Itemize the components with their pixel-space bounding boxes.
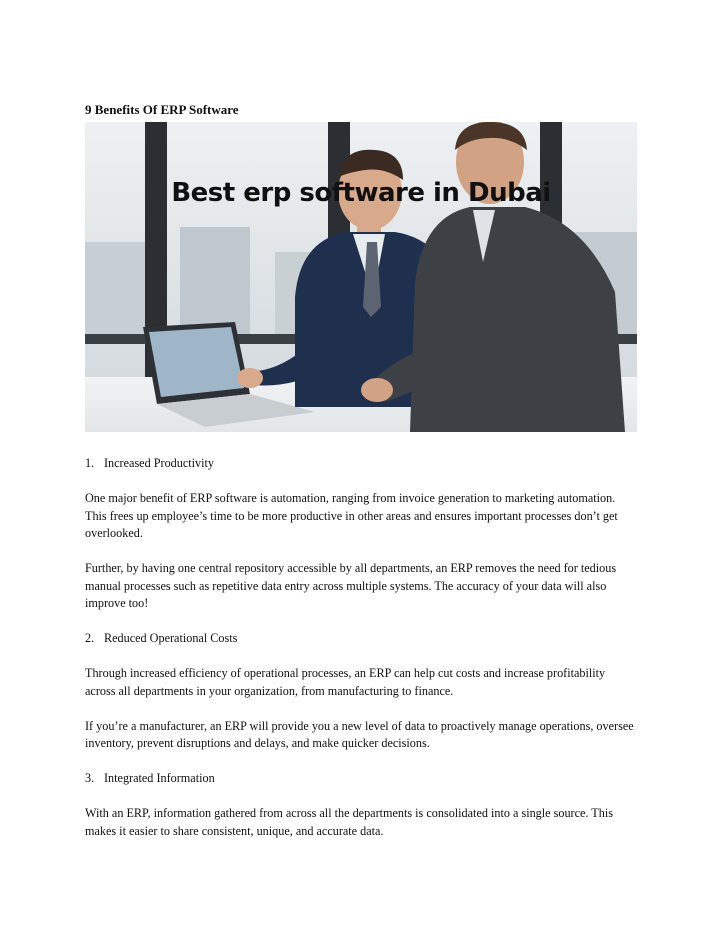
section-title: Reduced Operational Costs [104,631,238,645]
section-title: Increased Productivity [104,456,214,470]
document-title: 9 Benefits Of ERP Software [85,102,239,117]
hero-overlay-text: Best erp software in Dubai [171,178,551,208]
section-number: 2. [85,631,95,645]
paragraph: Through increased efficiency of operational processes, an ERP can help cut costs and increase profitability across all departments in your organization, from manufacturing to finance. [85,666,606,698]
photo-two-businessmen-laptop-icon [85,122,637,432]
hero-image [85,122,637,432]
section-heading [85,630,637,648]
paragraph: With an ERP, information gathered from across all the departments is consolidated into a single source. This makes it easier to share consistent, unique, and accurate data. [85,806,613,838]
section-title: Integrated Information [104,771,215,785]
section-number: 1. [85,456,95,470]
section-number: 3. [85,771,95,785]
section-heading [85,770,637,788]
paragraph: Further, by having one central repository accessible by all departments, an ERP removes the need for tedious manual processes such as repetitive data entry across multiple systems. The accuracy of your data will also improve too! [85,561,617,610]
paragraph: If you’re a manufacturer, an ERP will provide you a new level of data to proactively manage operations, oversee inventory, prevent disruptions and delays, and make quicker decisions. [85,718,634,750]
document-body [85,455,637,858]
paragraph: One major benefit of ERP software is automation, ranging from invoice generation to marketing automation. This frees up employee’s time to be more productive in other areas and ensures important processes don’t get overlooked. [85,491,618,540]
section-heading [85,455,637,473]
